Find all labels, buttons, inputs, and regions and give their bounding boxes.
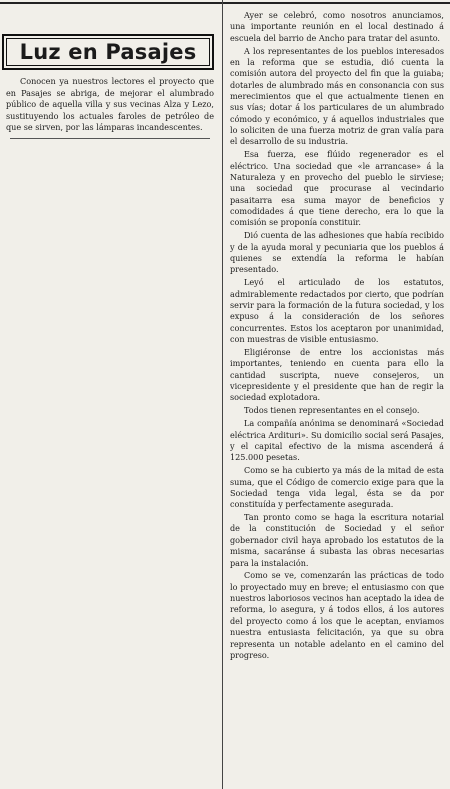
article-paragraph: Dió cuenta de las adhesiones que había recibido y de la ayuda moral y pecuniaria que los pueblos á quienes se extendía la reforma le habían presentado.: [230, 230, 444, 275]
article-paragraph: Eligiéronse de entre los accionistas más importantes, teniendo en cuenta para ello la cantidad suscripta, nueve consejeros, un vicepresidente y el presidente que han de regir la sociedad explotadora.: [230, 346, 444, 403]
article-paragraph: Todos tienen representantes en el consejo.: [244, 405, 420, 416]
article-paragraph: La compañía anónima se denominará «Sociedad eléctrica Ardituri». Su domicilio social será Pasajes, y el capital efectivo de la misma ascenderá á 125.000 pesetas.: [230, 418, 444, 463]
right-column: [230, 10, 444, 663]
headline-box: [2, 34, 214, 70]
article-paragraph: Leyó el articulado de los estatutos, admirablemente redactados por cierto, que podrían servir para la formación de la futura sociedad, y los expuso á la consideración de los señores concurrentes. Estos los aceptaron por unanimidad, con muestras de visible entusiasmo.: [230, 277, 444, 344]
column-divider: [222, 0, 223, 789]
article-paragraph: A los representantes de los pueblos interesados en la reforma que se estudia, dió cuenta la comisión autora del proyecto del fin que la guiaba; dotarles de alumbrado más en consonancia con sus merecimientos que el que actualmente tienen en sus vías; dotar á los particulares de un alumbrado cómodo y económico, y á aquellos industriales que lo soliciten de una fuerza motriz de gran valía para el desarrollo de su industria.: [230, 45, 444, 147]
article-paragraph: Como se ve, comenzarán las prácticas de todo lo proyectado muy en breve; el entusiasmo con que nuestros laboriosos vecinos han aceptado la idea de reforma, lo asegura, y á todos ellos, á los autores del proyecto como á los que le aceptan, enviamos nuestra entusiasta felicitación, ya que su obra representa un notable adelanto en el camino del progreso.: [230, 570, 444, 660]
intro-paragraph: Conocen ya nuestros lectores el proyecto que en Pasajes se abriga, de mejorar el alumbrado público de aquella villa y sus vecinas Alza y Lezo, sustituyendo los actuales faroles de petróleo de que se sirven, por las lámparas incandescentes.: [6, 76, 214, 133]
article-paragraph: Ayer se celebró, como nosotros anunciamos, una importante reunión en el local destinado á escuela del barrio de Ancho para tratar del asunto.: [230, 10, 444, 43]
headline: Luz en Pasajes: [19, 40, 197, 64]
top-rule: [0, 2, 450, 4]
article-paragraph: Esa fuerza, ese flúido regenerador es el eléctrico. Una sociedad que «le arrancase» á la Naturaleza y en provecho del pueblo le sirviese; una sociedad que procurase al vecindario pasaitarra esa suma mayor de beneficios y comodidades á que tiene derecho, era lo que la comisión se proponía constituir.: [230, 149, 444, 228]
article-paragraph: Tan pronto como se haga la escritura notarial de la constitución de Sociedad y el señor gobernador civil haya aprobado los estatutos de la misma, sacaránse á subasta las obras necesarias para la instalación.: [230, 512, 444, 568]
article-paragraph: Como se ha cubierto ya más de la mitad de esta suma, que el Código de comercio exige para que la Sociedad tenga vida legal, ésta se da por constituída y perfectamente asegurada.: [230, 465, 444, 510]
section-separator: [10, 138, 210, 139]
